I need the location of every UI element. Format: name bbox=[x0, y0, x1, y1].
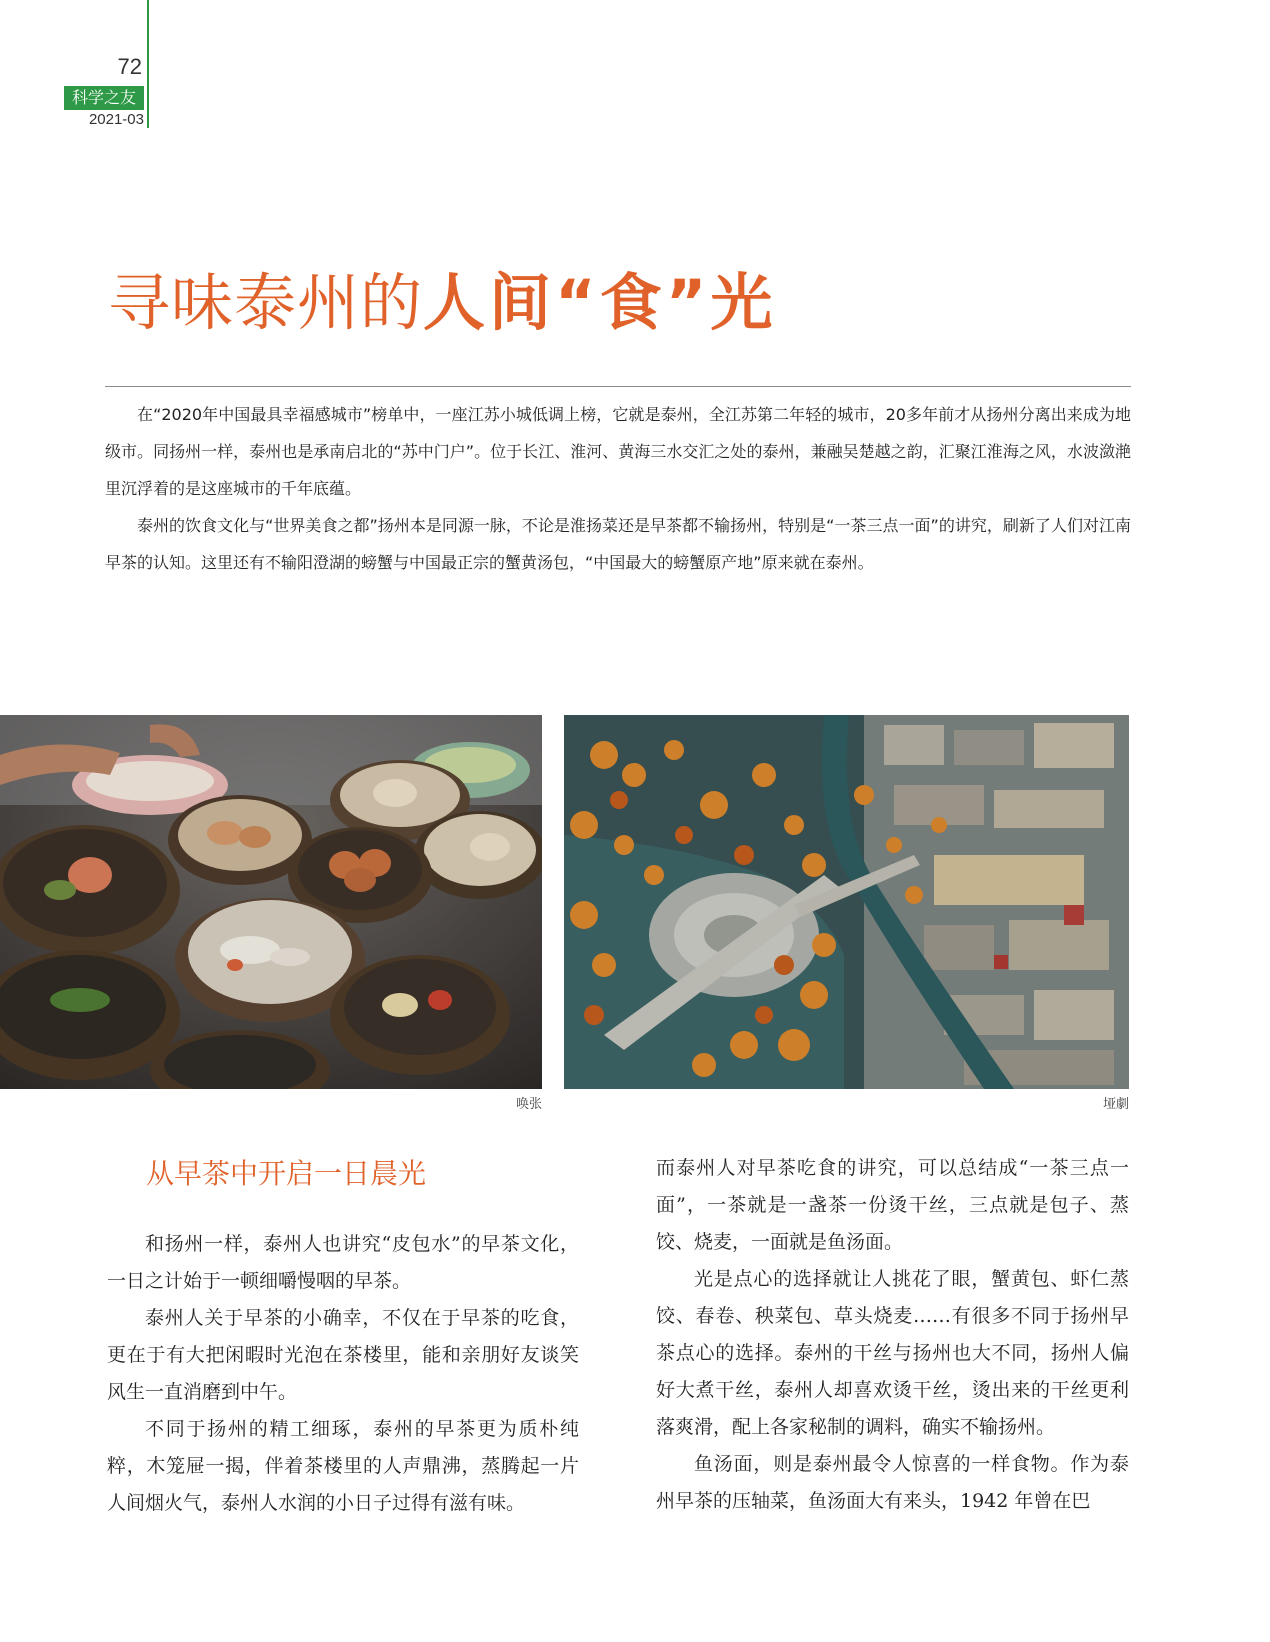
intro-paragraph: 在“2020年中国最具幸福感城市”榜单中，一座江苏小城低调上榜，它就是泰州，全江苏第二年轻的城市，20多年前才从扬州分离出来成为地级市。同扬州一样，泰州也是承南启北的“苏中门户”。位于长江、淮河、黄海三水交汇之处的泰州，兼融吴楚越之韵，汇聚江淮海之风，水波潋滟里沉浮着的是这座城市的千年底蕴。 bbox=[105, 405, 1131, 498]
page-number: 72 bbox=[117, 54, 142, 79]
body-paragraph: 和扬州一样，泰州人也讲究“皮包水”的早茶文化，一日之计始于一顿细嚼慢咽的早茶。 bbox=[107, 1233, 579, 1292]
magazine-name-badge: 科学之友 bbox=[64, 86, 144, 110]
body-column-right bbox=[656, 1150, 1129, 1520]
issue-date: 2021-03 bbox=[88, 111, 144, 128]
aerial-city-photo bbox=[564, 715, 1129, 1089]
body-paragraph: 光是点心的选择就让人挑花了眼，蟹黄包、虾仁蒸饺、春卷、秧菜包、草头烧麦……有很多不同于扬州早茶点心的选择。泰州的干丝与扬州也大不同，扬州人偏好大煮干丝，泰州人却喜欢烫干丝，烫出来的干丝更利落爽滑，配上各家秘制的调料，确实不输扬州。 bbox=[656, 1268, 1129, 1438]
body-column-left bbox=[107, 1226, 579, 1522]
header-divider-line bbox=[147, 0, 149, 128]
photo-credit-left: 唤张 bbox=[515, 1097, 542, 1112]
article-title bbox=[108, 258, 777, 348]
article-title-light: 寻味泰州的 bbox=[108, 266, 424, 339]
intro-paragraph: 泰州的饮食文化与“世界美食之都”扬州本是同源一脉，不论是淮扬菜还是早茶都不输扬州，特别是“一茶三点一面”的讲究，刷新了人们对江南早茶的认知。这里还有不输阳澄湖的螃蟹与中国最正宗的蟹黄汤包，“中国最大的螃蟹原产地”原来就在泰州。 bbox=[105, 516, 1131, 572]
body-paragraph: 不同于扬州的精工细琢，泰州的早茶更为质朴纯粹，木笼屉一揭，伴着茶楼里的人声鼎沸，蒸腾起一片人间烟火气，泰州人水润的小日子过得有滋有味。 bbox=[107, 1418, 579, 1514]
body-paragraph: 而泰州人对早茶吃食的讲究，可以总结成“一茶三点一面”，一茶就是一盏茶一份烫干丝，三点就是包子、蒸饺、烧麦，一面就是鱼汤面。 bbox=[656, 1157, 1129, 1253]
body-paragraph: 鱼汤面，则是泰州最令人惊喜的一样食物。作为泰州早茶的压轴菜，鱼汤面大有来头，1942 年曾在巴 bbox=[656, 1453, 1129, 1512]
body-paragraph: 泰州人关于早茶的小确幸，不仅在于早茶的吃食，更在于有大把闲暇时光泡在茶楼里，能和亲朋好友谈笑风生一直消磨到中午。 bbox=[107, 1307, 579, 1403]
intro-rule bbox=[105, 386, 1131, 387]
article-title-bold: 人间“食”光 bbox=[423, 266, 777, 339]
photo-credit-right: 垭劇 bbox=[1102, 1097, 1129, 1112]
intro-text bbox=[105, 396, 1131, 581]
section-title: 从早茶中开启一日晨光 bbox=[146, 1157, 427, 1190]
dim-sum-photo bbox=[0, 715, 542, 1089]
